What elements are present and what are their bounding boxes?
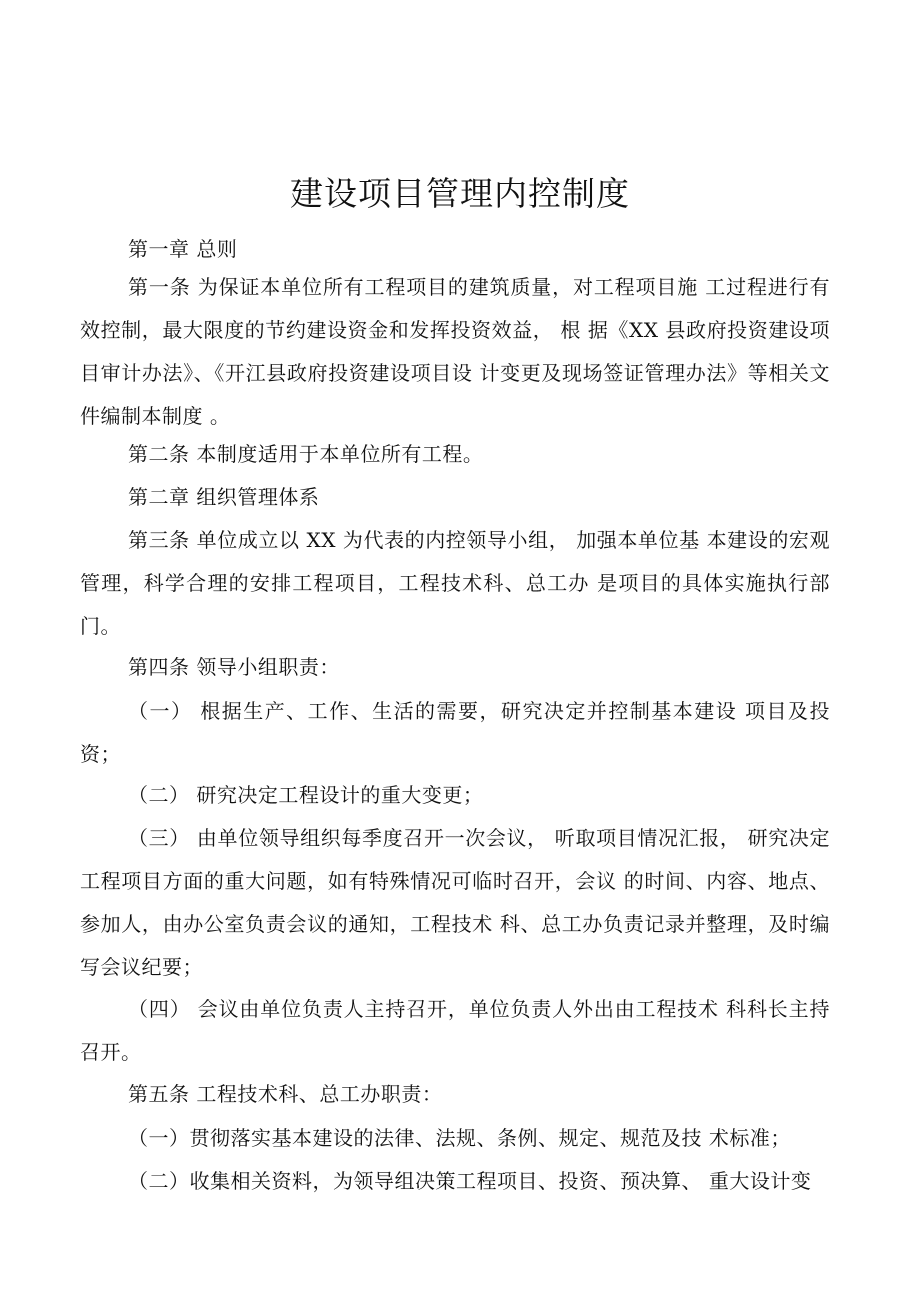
article-4-item-4: （四） 会议由单位负责人主持召开，单位负责人外出由工程技术 科科长主持召开。 — [80, 997, 830, 1064]
article-1: 第一条 为保证本单位所有工程项目的建筑质量，对工程项目施 工过程进行有效控制，最大限度的节约建设资金和发挥投资效益， 根 据《XX 县政府投资建设项目审计办法》、《开江县政府投资建设项目设 计变更及现场签证管理办法》等相关文件编制本制度 。 — [80, 275, 830, 428]
article-4: 第四条 领导小组职责： — [128, 655, 340, 679]
article-4-item-3: （三） 由单位领导组织每季度召开一次会议， 听取项目情况汇报， 研究决定工程项目方面的重大问题，如有特殊情况可临时召开，会议 的时间、内容、地点、参加人，由办公室负责会议的通知，工程技术 科、总工办负责记录并整理，及时编写会议纪要； — [80, 826, 830, 979]
article-2: 第二条 本制度适用于本单位所有工程。 — [128, 442, 484, 466]
article-5-item-1: （一）贯彻落实基本建设的法律、法规、条例、规定、规范及技 术标准； — [128, 1126, 791, 1150]
chapter-heading-2: 第二章 组织管理体系 — [128, 485, 320, 509]
article-5: 第五条 工程技术科、总工办职责： — [128, 1082, 443, 1106]
chapter-heading-1: 第一章 总则 — [128, 237, 238, 261]
article-3: 第三条 单位成立以 XX 为代表的内控领导小组， 加强本单位基 本建设的宏观管理，科学合理的安排工程项目，工程技术科、总工办 是项目的具体实施执行部门。 — [80, 528, 830, 638]
article-4-item-1: （一） 根据生产、工作、生活的需要，研究决定并控制基本建设 项目及投资； — [80, 699, 830, 766]
article-4-item-2: （二） 研究决定工程设计的重大变更； — [128, 783, 484, 807]
article-5-item-2: （二）收集相关资料，为领导组决策工程项目、投资、预决算、 重大设计变 — [128, 1169, 812, 1193]
document-title: 建设项目管理内控制度 — [290, 174, 630, 213]
